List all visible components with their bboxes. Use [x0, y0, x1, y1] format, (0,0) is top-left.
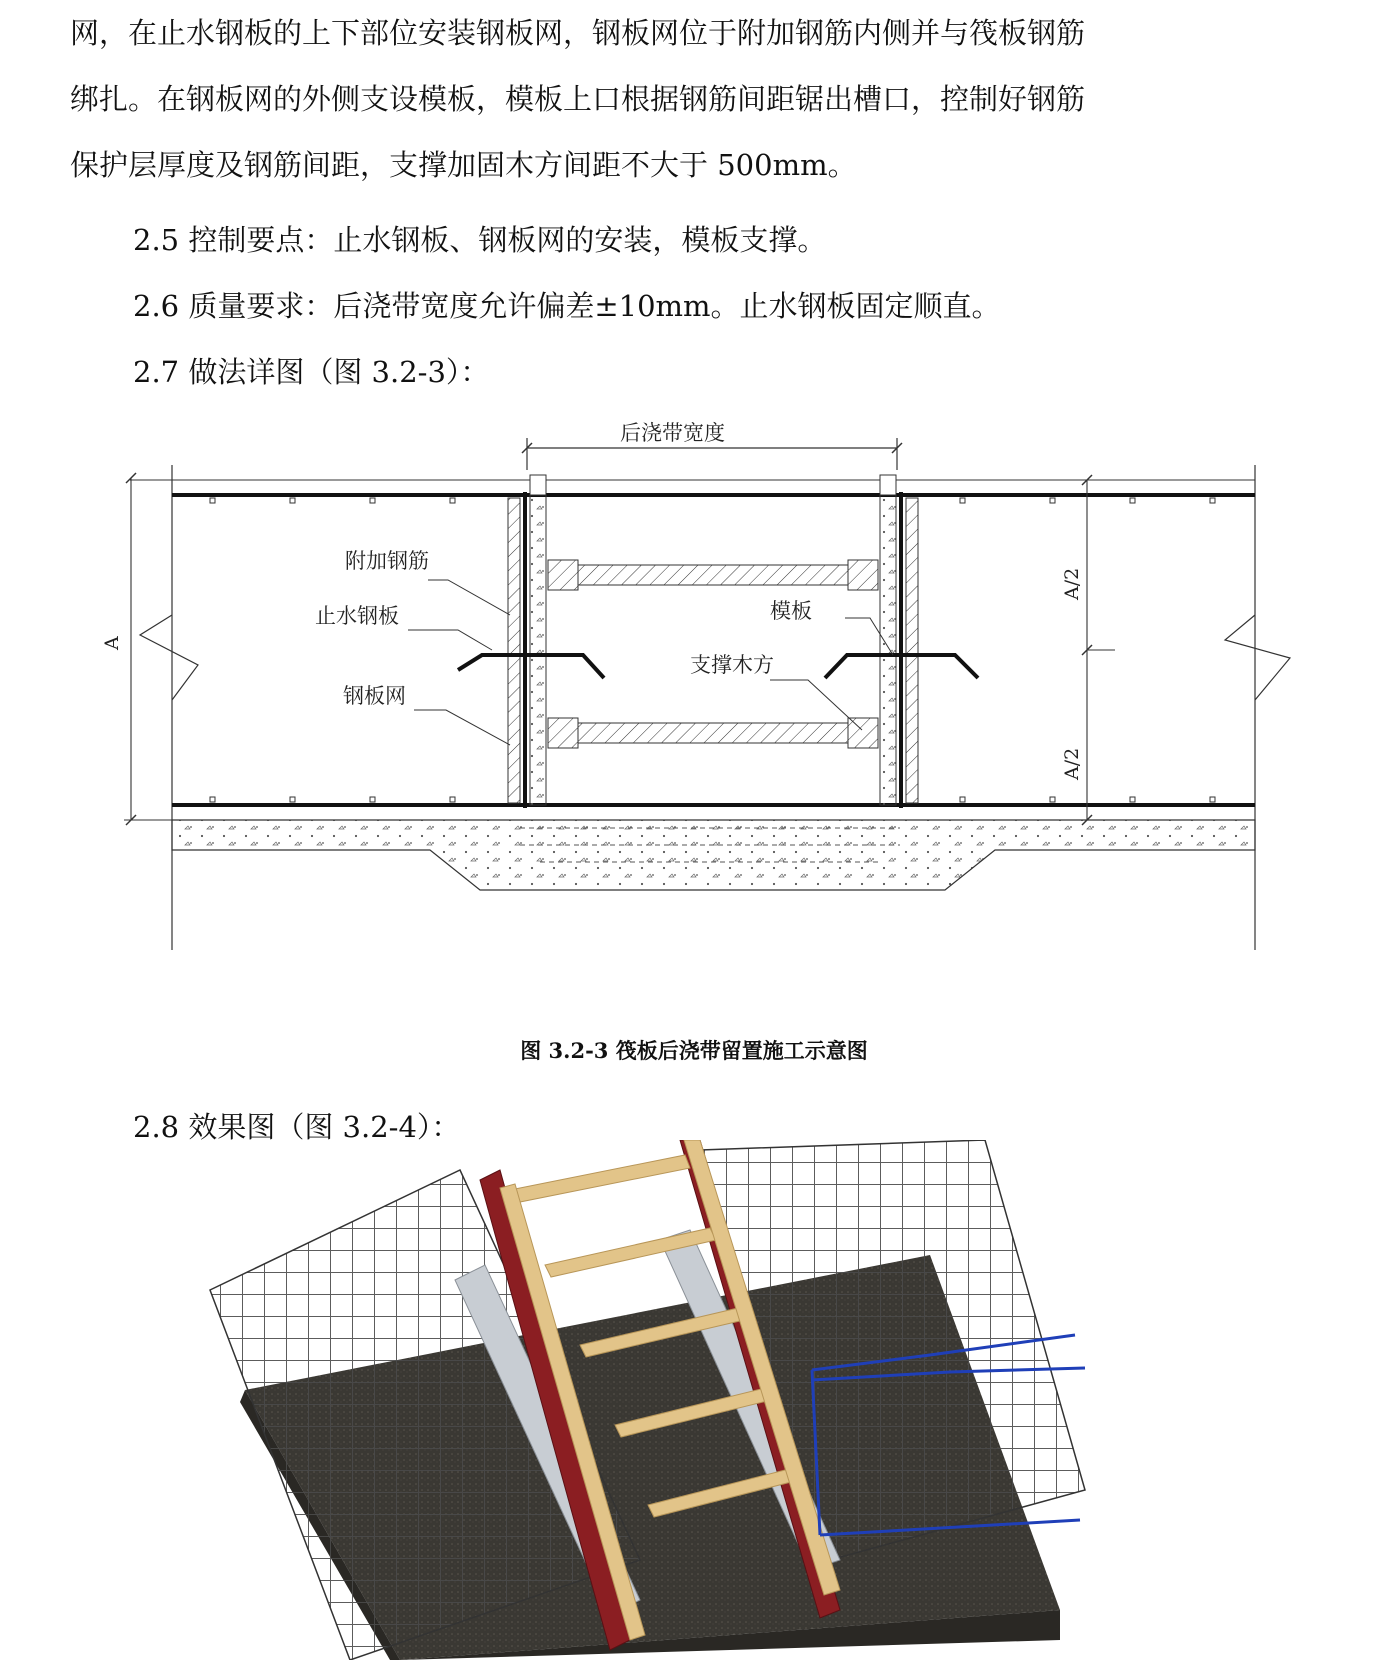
paragraph-continuation — [70, 0, 1220, 198]
label-additional-rebar: 附加钢筋 — [345, 549, 429, 573]
item-2-5-control-points: 2.5 控制要点：止水钢板、钢板网的安装，模板支撑。 — [133, 223, 827, 257]
label-A2-top: A/2 — [1061, 567, 1083, 600]
label-formwork: 模板 — [770, 599, 812, 623]
label-A: A — [101, 636, 123, 650]
item-2-7-detail-drawing-heading: 2.7 做法详图（图 3.2-3）： — [133, 355, 490, 389]
item-2-6-quality-requirements: 2.6 质量要求：后浇带宽度允许偏差±10mm。止水钢板固定顺直。 — [133, 289, 1001, 323]
left-strip-edge — [508, 475, 546, 808]
label-A2-bottom: A/2 — [1061, 747, 1083, 780]
break-line-right — [1225, 615, 1290, 700]
label-support-timber: 支撑木方 — [690, 653, 774, 677]
paragraph-line: 保护层厚度及钢筋间距，支撑加固木方间距不大于 500mm。 — [70, 148, 857, 182]
break-line-left — [140, 615, 198, 700]
right-strip-edge — [880, 475, 918, 808]
paragraph-line: 网，在止水钢板的上下部位安装钢板网，钢板网位于附加钢筋内侧并与筏板钢筋 — [70, 16, 1086, 50]
label-width: 后浇带宽度 — [620, 421, 725, 445]
figure-caption: 图 3.2-3 筏板后浇带留置施工示意图 — [520, 1038, 868, 1063]
effect-rendering — [0, 1140, 1388, 1660]
item-2-8-effect-drawing-heading: 2.8 效果图（图 3.2-4）： — [133, 1110, 461, 1144]
detail-drawing — [0, 400, 1388, 960]
label-steel-mesh: 钢板网 — [343, 684, 406, 708]
dimension-A-half — [1061, 475, 1115, 825]
paragraph-line: 绑扎。在钢板网的外侧支设模板，模板上口根据钢筋间距锯出槽口，控制好钢筋 — [70, 82, 1086, 116]
dimension-width — [522, 421, 902, 470]
dimension-A — [101, 473, 172, 825]
concrete-base — [172, 820, 1255, 890]
label-waterstop-plate: 止水钢板 — [315, 604, 399, 628]
